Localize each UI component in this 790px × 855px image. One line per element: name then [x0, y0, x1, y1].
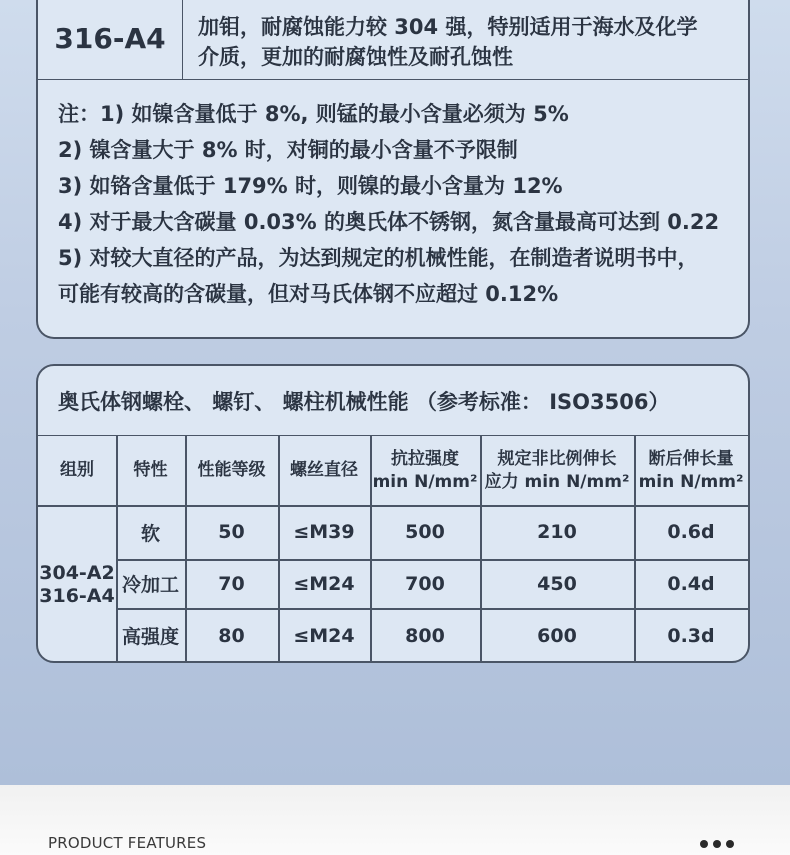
- table-row-3-grade: 80: [218, 624, 245, 647]
- note-5-continued: 可能有较高的含碳量，但对马氏体钢不应超过 0.12%: [58, 282, 559, 306]
- header-diameter-label: 螺丝直径: [290, 460, 358, 480]
- table-row-1-elongation: 0.6d: [667, 521, 715, 543]
- table-row-2-yield: 450: [537, 572, 577, 595]
- header-tensile: [370, 436, 480, 505]
- header-group: [38, 436, 116, 505]
- note-1: 注：1) 如镍含量低于 8%, 则锰的最小含量必须为 5%: [58, 102, 569, 126]
- header-grade-label: 性能等级: [197, 460, 266, 480]
- note-2: 2) 镍含量大于 8% 时，对铜的最小含量不予限制: [58, 138, 518, 162]
- table-row-3-elongation: 0.3d: [667, 624, 715, 647]
- group-line-1: 304-A2: [39, 562, 115, 584]
- note-3: 3) 如铬含量低于 179% 时，则镍的最小含量为 12%: [58, 174, 563, 198]
- table-row-2-tensile: 700: [405, 572, 445, 595]
- header-group-label: 组别: [60, 460, 94, 480]
- grade-description-line-1: 加钼，耐腐蚀能力较 304 强，特别适用于海水及化学: [198, 15, 698, 39]
- header-tensile-line-1: 抗拉强度: [391, 448, 459, 469]
- header-yield-line-1: 规定非比例伸长: [497, 448, 617, 469]
- header-elongation-line-1: 断后伸长量: [648, 448, 734, 469]
- grade-description-line-2: 介质，更加的耐腐蚀性及耐孔蚀性: [198, 45, 513, 69]
- table-row-3-tensile: 800: [405, 624, 445, 647]
- table-row-2-elongation: 0.4d: [667, 572, 715, 595]
- header-property: [116, 436, 185, 505]
- header-tensile-line-2: min N/mm²: [372, 471, 478, 492]
- table-row-1-property: 软: [140, 522, 160, 545]
- table-row-2-diameter: ≤M24: [293, 572, 355, 595]
- table-row-1-yield: 210: [537, 521, 577, 543]
- table-title: 奥氏体钢螺栓、 螺钉、 螺柱机械性能 （参考标准： ISO3506）: [38, 366, 748, 436]
- header-elongation: [634, 436, 748, 505]
- dot-2: [713, 840, 721, 848]
- dot-1: [700, 840, 708, 848]
- table-row-3-yield: 600: [537, 624, 577, 647]
- table-row-3-diameter: ≤M24: [293, 624, 355, 647]
- grade-row: [38, 0, 748, 80]
- grade-description: [198, 12, 738, 72]
- header-yield: [480, 436, 634, 505]
- table-row-1-diameter: ≤M39: [293, 521, 355, 543]
- header-grade: [185, 436, 278, 505]
- group-line-2: 316-A4: [39, 585, 115, 607]
- header-yield-line-2: 应力 min N/mm²: [484, 471, 630, 492]
- grade-notes-panel: [36, 0, 750, 339]
- header-diameter: [278, 436, 370, 505]
- table-row-2-property: 冷加工: [121, 574, 179, 596]
- header-property-label: 特性: [133, 460, 168, 480]
- grade-code: 316-A4: [38, 0, 183, 79]
- mechanical-properties-table: [36, 364, 750, 663]
- table-row-1-tensile: 500: [405, 521, 445, 543]
- note-5: 5) 对较大直径的产品，为达到规定的机械性能，在制造者说明书中，: [58, 246, 699, 270]
- table-row-2-grade: 70: [218, 572, 245, 595]
- notes-list: [58, 96, 748, 312]
- dot-3: [726, 840, 734, 848]
- group-cell: [38, 505, 116, 663]
- table-row-1-grade: 50: [218, 521, 245, 543]
- more-dots-icon[interactable]: [700, 840, 734, 848]
- product-features-heading: PRODUCT FEATURES: [48, 834, 207, 852]
- note-4: 4) 对于最大含碳量 0.03% 的奥氏体不锈钢，氮含量最高可达到 0.22: [58, 210, 720, 234]
- table-row-3-property: 高强度: [121, 626, 179, 648]
- header-elongation-line-2: min N/mm²: [638, 471, 744, 492]
